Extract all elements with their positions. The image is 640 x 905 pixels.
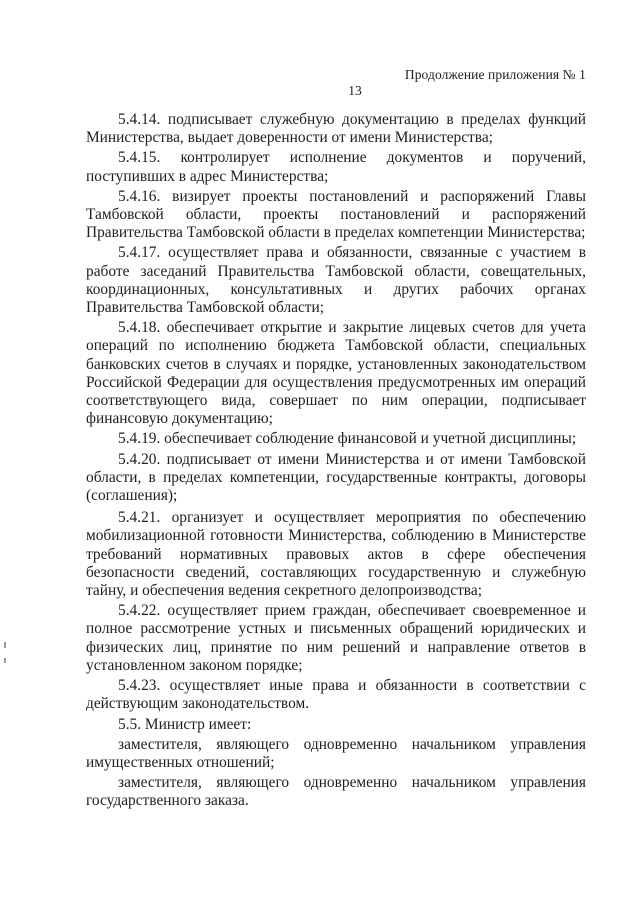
- paragraph-5-4-20: 5.4.20. подписывает от имени Министерства и от имени Тамбовской области, в пределах компетенции, государственные контракты, договоры (соглашения);: [86, 450, 586, 505]
- paragraph-5-4-16: 5.4.16. визирует проекты постановлений и распоряжений Главы Тамбовской области, проекты постановлений и распоряжений Правительства Тамбовской области в пределах компетенции Министерства;: [86, 187, 586, 242]
- scan-speck: [4, 642, 6, 648]
- paragraph-5-4-23: 5.4.23. осуществляет иные права и обязанности в соответствии с действующим законодательством.: [86, 677, 586, 713]
- deputy-property-relations: заместителя, являющего одновременно начальником управления имущественных отношений;: [86, 735, 586, 771]
- paragraph-5-4-17: 5.4.17. осуществляет права и обязанности, связанные с участием в работе заседаний Правительства Тамбовской области, совещательных, координационных, консультативных и других рабочих органах Правительства Тамбовской области;: [86, 244, 586, 317]
- scan-speck: [4, 658, 6, 663]
- deputy-state-procurement: заместителя, являющего одновременно начальником управления государственного заказа.: [86, 774, 586, 810]
- appendix-continuation-label: Продолжение приложения № 1: [404, 67, 586, 82]
- paragraph-5-4-19: 5.4.19. обеспечивает соблюдение финансовой и учетной дисциплины;: [118, 430, 577, 448]
- paragraph-5-4-14: 5.4.14. подписывает служебную документацию в пределах функций Министерства, выдает доверенности от имени Министерства;: [86, 111, 586, 147]
- paragraph-5-5: 5.5. Министр имеет:: [118, 715, 252, 733]
- paragraph-5-4-22: 5.4.22. осуществляет прием граждан, обеспечивает своевременное и полное рассмотрение устных и письменных обращений юридических и физических лиц, принятие по ним решений и направление ответов в установленном законом порядке;: [86, 602, 586, 674]
- page-number: 13: [348, 83, 362, 98]
- paragraph-5-4-21: 5.4.21. организует и осуществляет мероприятия по обеспечению мобилизационной готовности Министерства, соблюдению в Министерстве требований нормативных правовых актов в сфере обеспечения безопасности сведений, составляющих государственную и служебную тайну, и обеспечения ведения секретного делопроизводства;: [86, 509, 586, 600]
- paragraph-5-4-15: 5.4.15. контролирует исполнение документов и поручений, поступивших в адрес Министерства;: [86, 149, 586, 185]
- paragraph-5-4-18: 5.4.18. обеспечивает открытие и закрытие лицевых счетов для учета операций по исполнению бюджета Тамбовской области, специальных банковских счетов в случаях и порядке, установленных законодательством Российской Федерации для осуществления предусмотренных им операций соответствующего вида, совершает по ним операции, подписывает финансовую документацию;: [86, 319, 586, 428]
- document-body: [86, 111, 586, 811]
